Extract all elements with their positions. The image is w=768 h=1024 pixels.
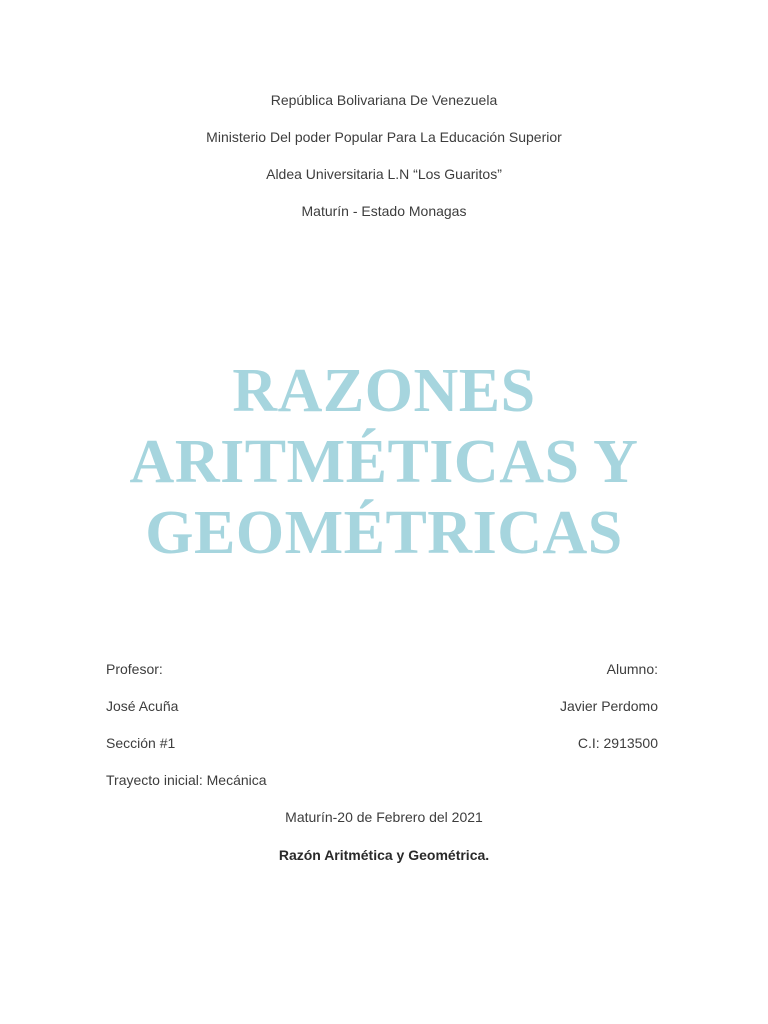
professor-name: José Acuña	[106, 698, 179, 714]
document-title	[0, 356, 768, 569]
header-institution: Aldea Universitaria L.N “Los Guaritos”	[266, 166, 502, 182]
student-name: Javier Perdomo	[559, 698, 658, 714]
header-ministry: Ministerio Del poder Popular Para La Educación Superior	[206, 129, 562, 145]
document-date: Maturín-20 de Febrero del 2021	[285, 809, 483, 825]
title-line-1: RAZONES	[232, 357, 536, 425]
title-line-3: GEOMÉTRICAS	[145, 499, 623, 567]
professor-label: Profesor:	[106, 661, 163, 677]
document-subtitle: Razón Aritmética y Geométrica.	[278, 847, 490, 863]
header-location: Maturín - Estado Monagas	[301, 203, 467, 219]
header-country: República Bolivariana De Venezuela	[270, 92, 498, 108]
section-label: Sección #1	[106, 735, 176, 751]
student-label: Alumno:	[606, 661, 658, 677]
student-id: C.I: 2913500	[577, 735, 658, 751]
trajectory-label: Trayecto inicial: Mecánica	[106, 772, 267, 788]
title-line-2: ARITMÉTICAS Y	[129, 428, 639, 496]
